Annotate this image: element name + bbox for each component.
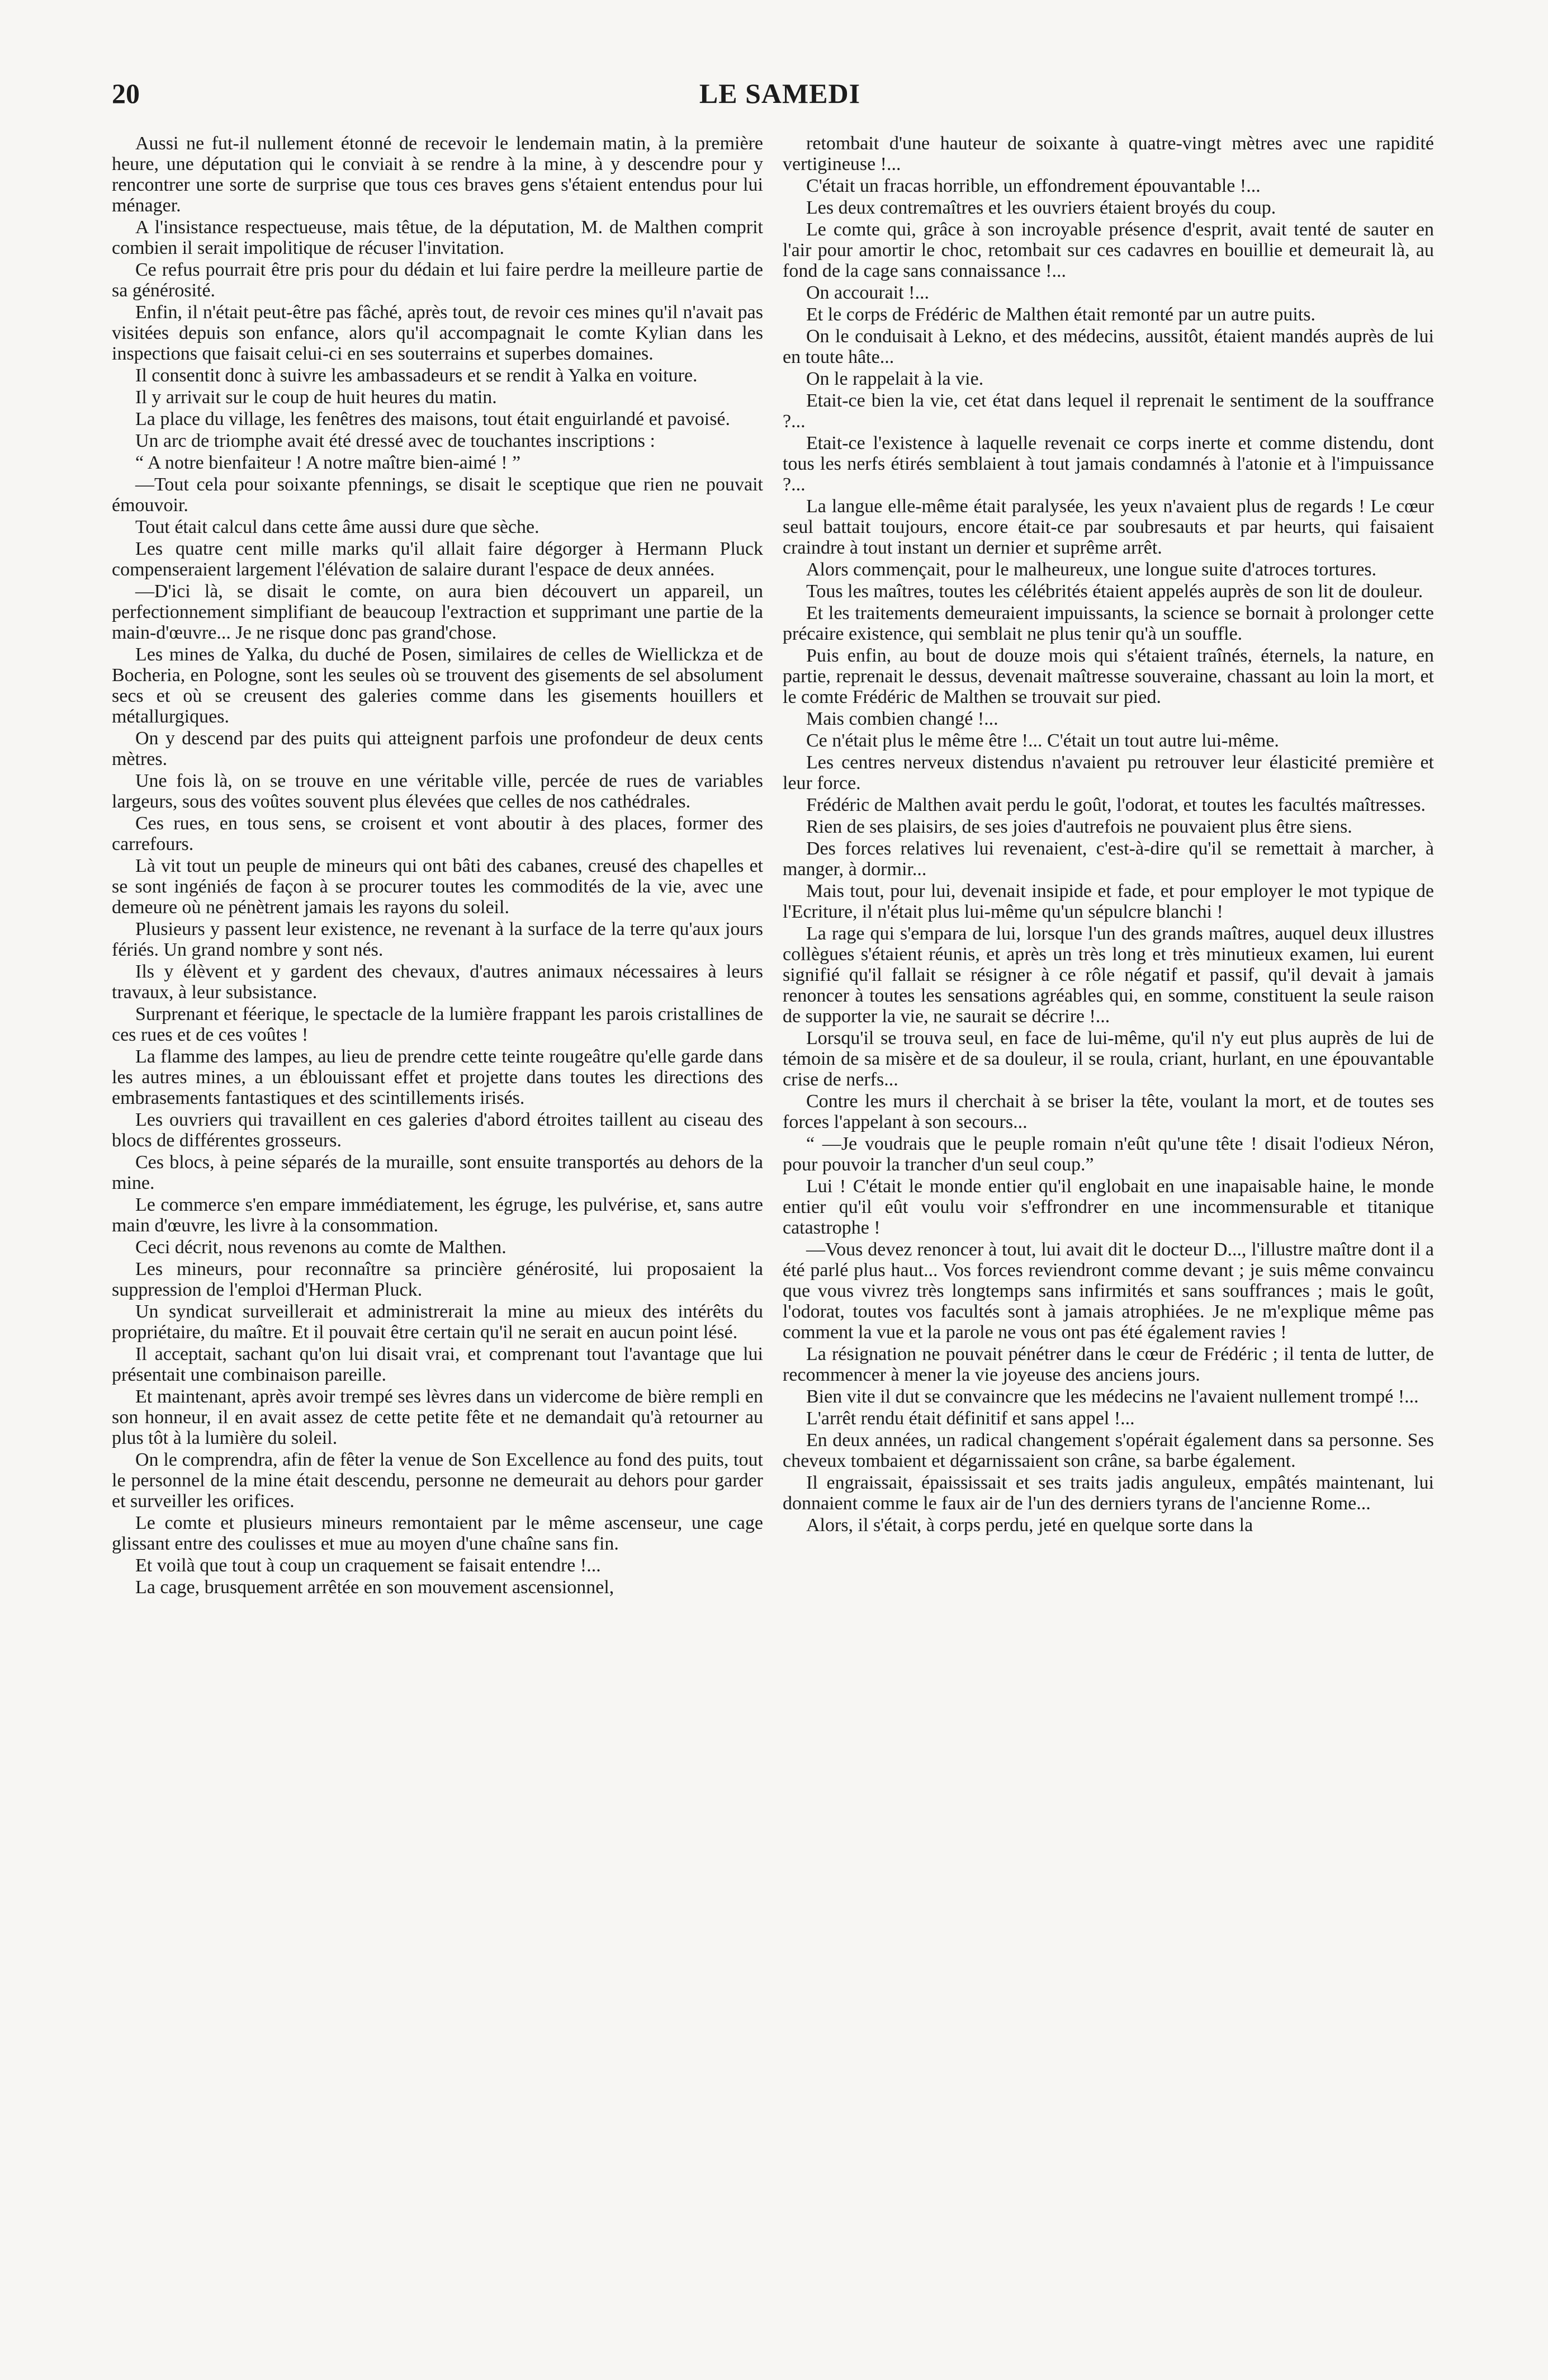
paragraph: On le comprendra, afin de fêter la venue de Son Excellence au fond des puits, tout le personnel de la mine était descendu, personne ne demeurait au dehors pour garder et surveiller les orifices. bbox=[112, 1449, 763, 1512]
paragraph: Surprenant et féerique, le spectacle de la lumière frappant les parois cristallines de ces rues et de ces voûtes ! bbox=[112, 1004, 763, 1045]
paragraph: On le rappelait à la vie. bbox=[806, 369, 984, 389]
paragraph: Ces blocs, à peine séparés de la muraille, sont ensuite transportés au dehors de la mine. bbox=[112, 1152, 763, 1193]
paragraph: A l'insistance respectueuse, mais têtue, de la députation, M. de Malthen comprit combien il serait impolitique de récuser l'invitation. bbox=[112, 217, 763, 258]
paragraph: Alors commençait, pour le malheureux, une longue suite d'atroces tortures. bbox=[806, 559, 1377, 580]
paragraph: Etait-ce bien la vie, cet état dans lequel il reprenait le sentiment de la souffrance ?... bbox=[783, 390, 1434, 432]
paragraph: L'arrêt rendu était définitif et sans appel !... bbox=[806, 1408, 1135, 1429]
paragraph: La rage qui s'empara de lui, lorsque l'un des grands maîtres, auquel deux illustres collègues s'étaient réunis, et après un très long et très minutieux examen, lui eurent signifié qu'il fallait se résigner à ce rôle négatif et passif, qu'il devait à jamais renoncer à toutes les sensations agréables qui, en somme, constituent la seule raison de supporter la vie, ne saurait se décrire !... bbox=[783, 923, 1434, 1027]
paragraph: —Vous devez renoncer à tout, lui avait dit le docteur D..., l'illustre maître dont il a été parlé plus haut... Vos forces reviendront comme devant ; je suis même convaincu que vous vivrez très longtemps sans infirmités et sans souffrances ; mais le goût, l'odorat, toutes vos facultés sont à jamais atrophiées. Je ne m'explique même pas comment la vue et la parole ne vous ont pas été également ravies ! bbox=[783, 1239, 1434, 1343]
paragraph: Lui ! C'était le monde entier qu'il englobait en une inapaisable haine, le monde entier qu'il eût voulu voir s'effrondrer en une incommensurable et titanique catastrophe ! bbox=[783, 1176, 1434, 1238]
paragraph: Ce refus pourrait être pris pour du dédain et lui faire perdre la meilleure partie de sa générosité. bbox=[112, 259, 763, 301]
paragraph: Enfin, il n'était peut-être pas fâché, après tout, de revoir ces mines qu'il n'avait pas visitées depuis son enfance, alors qu'il accompagnait le comte Kylian dans les inspections que faisait celui-ci en ses souterrains et superbes domaines. bbox=[112, 302, 763, 364]
paragraph: “ —Je voudrais que le peuple romain n'eût qu'une tête ! disait l'odieux Néron, pour pouvoir la trancher d'un seul coup.” bbox=[783, 1134, 1434, 1175]
paragraph: C'était un fracas horrible, un effondrement épouvantable !... bbox=[806, 176, 1261, 196]
paragraph: —D'ici là, se disait le comte, on aura bien découvert un appareil, un perfectionnement simplifiant de beaucoup l'extraction et supprimant une partie de la main-d'œuvre... Je ne risque donc pas grand'chose. bbox=[112, 581, 763, 643]
paragraph: Les mines de Yalka, du duché de Posen, similaires de celles de Wiellickza et de Bocheria, en Pologne, sont les seules où se trouvent des gisements de sel absolument secs et où se creusent des galeries comme dans les gisements houillers et métallurgiques. bbox=[112, 644, 763, 727]
paragraph: Et voilà que tout à coup un craquement se faisait entendre !... bbox=[135, 1555, 601, 1576]
paragraph: Mais combien changé !... bbox=[806, 709, 998, 729]
paragraph: Une fois là, on se trouve en une véritable ville, percée de rues de variables largeurs, sous des voûtes souvent plus élevées que celles de nos cathédrales. bbox=[112, 771, 763, 812]
paragraph: “ A notre bienfaiteur ! A notre maître bien-aimé ! ” bbox=[135, 452, 521, 473]
paragraph: La langue elle-même était paralysée, les yeux n'avaient plus de regards ! Le cœur seul battait toujours, encore était-ce par soubresauts et par heurts, qui faisaient craindre à tout instant un dernier et suprême arrêt. bbox=[783, 496, 1434, 558]
paragraph: Un syndicat surveillerait et administrerait la mine au mieux des intérêts du propriétaire, du maître. Et il pouvait être certain qu'il ne serait en aucun point lésé. bbox=[112, 1301, 763, 1343]
left-column bbox=[112, 133, 763, 2292]
paragraph: Les mineurs, pour reconnaître sa princière générosité, lui proposaient la suppression de l'emploi d'Herman Pluck. bbox=[112, 1259, 763, 1300]
paragraph: Il y arrivait sur le coup de huit heures du matin. bbox=[135, 387, 497, 408]
paragraph: Mais tout, pour lui, devenait insipide et fade, et pour employer le mot typique de l'Ecriture, il n'était plus lui-même qu'un sépulcre blanchi ! bbox=[783, 881, 1434, 922]
paragraph: Frédéric de Malthen avait perdu le goût, l'odorat, et toutes les facultés maîtresses. bbox=[806, 795, 1426, 815]
paragraph: Et le corps de Frédéric de Malthen était remonté par un autre puits. bbox=[806, 304, 1316, 325]
paragraph: Aussi ne fut-il nullement étonné de recevoir le lendemain matin, à la première heure, une députation qui le conviait à se rendre à la mine, à y descendre pour y rencontrer une sorte de surprise que tous ces braves gens s'étaient entendus pour lui ménager. bbox=[112, 133, 763, 216]
paragraph: On accourait !... bbox=[806, 282, 929, 303]
paragraph: On le conduisait à Lekno, et des médecins, aussitôt, étaient mandés auprès de lui en toute hâte... bbox=[783, 326, 1434, 367]
paragraph: Contre les murs il cherchait à se briser la tête, voulant la mort, et de toutes ses forces l'appelant à son secours... bbox=[783, 1091, 1434, 1132]
paragraph: La place du village, les fenêtres des maisons, tout était enguirlandé et pavoisé. bbox=[135, 409, 731, 429]
paragraph: Ce n'était plus le même être !... C'était un tout autre lui-même. bbox=[806, 730, 1279, 751]
paragraph: Ces rues, en tous sens, se croisent et vont aboutir à des places, former des carrefours. bbox=[112, 813, 763, 854]
paragraph: On y descend par des puits qui atteignent parfois une profondeur de deux cents mètres. bbox=[112, 728, 763, 769]
paragraph: Rien de ses plaisirs, de ses joies d'autrefois ne pouvaient plus être siens. bbox=[806, 816, 1352, 837]
paragraph: Et les traitements demeuraient impuissants, la science se bornait à prolonger cette précaire existence, qui semblait ne plus tenir qu'à un souffle. bbox=[783, 603, 1434, 644]
paragraph: Un arc de triomphe avait été dressé avec de touchantes inscriptions : bbox=[135, 431, 655, 451]
paragraph: En deux années, un radical changement s'opérait également dans sa personne. Ses cheveux tombaient et dégarnissaient son crâne, sa barbe également. bbox=[783, 1430, 1434, 1471]
right-column bbox=[783, 133, 1434, 2292]
paragraph: La résignation ne pouvait pénétrer dans le cœur de Frédéric ; il tenta de lutter, de recommencer à mener la vie joyeuse des anciens jours. bbox=[783, 1344, 1434, 1385]
paragraph: Là vit tout un peuple de mineurs qui ont bâti des cabanes, creusé des chapelles et se sont ingéniés de façon à se procurer toutes les commodités de la vie, avec une demeure où ne pénètrent jamais les rayons du soleil. bbox=[112, 856, 763, 918]
paragraph: Ceci décrit, nous revenons au comte de Malthen. bbox=[135, 1237, 506, 1258]
paragraph: Les deux contremaîtres et les ouvriers étaient broyés du coup. bbox=[806, 197, 1276, 218]
page-header bbox=[112, 77, 1448, 122]
page-number: 20 bbox=[112, 78, 140, 109]
paragraph: La cage, brusquement arrêtée en son mouvement ascensionnel, bbox=[135, 1577, 614, 1598]
running-title: LE SAMEDI bbox=[699, 78, 861, 109]
paragraph: Les ouvriers qui travaillent en ces galeries d'abord étroites taillent au ciseau des blocs de différentes grosseurs. bbox=[112, 1109, 763, 1151]
paragraph: Le commerce s'en empare immédiatement, les égruge, les pulvérise, et, sans autre main d'œuvre, les livre à la consommation. bbox=[112, 1194, 763, 1236]
paragraph: Des forces relatives lui revenaient, c'est-à-dire qu'il se remettait à marcher, à manger, à dormir... bbox=[783, 838, 1434, 880]
paragraph: Alors, il s'était, à corps perdu, jeté en quelque sorte dans la bbox=[806, 1515, 1253, 1536]
paragraph: Il engraissait, épaississait et ses traits jadis anguleux, empâtés maintenant, lui donnaient comme le faux air de l'un des derniers tyrans de l'ancienne Rome... bbox=[783, 1472, 1434, 1514]
paragraph: Etait-ce l'existence à laquelle revenait ce corps inerte et comme distendu, dont tous les nerfs étirés semblaient à tout jamais condamnés à l'atonie et à l'impuissance ?... bbox=[783, 433, 1434, 495]
paragraph: Il consentit donc à suivre les ambassadeurs et se rendit à Yalka en voiture. bbox=[135, 365, 698, 386]
paragraph: Le comte qui, grâce à son incroyable présence d'esprit, avait tenté de sauter en l'air pour amortir le choc, retombait sur ces cadavres en bouillie et demeurait là, au fond de la cage sans connaissance !... bbox=[783, 219, 1434, 281]
paragraph: La flamme des lampes, au lieu de prendre cette teinte rougeâtre qu'elle garde dans les autres mines, a un éblouissant effet et projette dans toutes les directions des embrasements fantastiques et des scintillements irisés. bbox=[112, 1046, 763, 1108]
paragraph: Le comte et plusieurs mineurs remontaient par le même ascenseur, une cage glissant entre des coulisses et mue au moyen d'une chaîne sans fin. bbox=[112, 1513, 763, 1554]
paragraph: Plusieurs y passent leur existence, ne revenant à la surface de la terre qu'aux jours fériés. Un grand nombre y sont nés. bbox=[112, 919, 763, 960]
paragraph: Tout était calcul dans cette âme aussi dure que sèche. bbox=[135, 517, 539, 537]
paragraph: retombait d'une hauteur de soixante à quatre-vingt mètres avec une rapidité vertigineuse !... bbox=[783, 133, 1434, 174]
paragraph: Et maintenant, après avoir trempé ses lèvres dans un vidercome de bière rempli en son honneur, il en avait assez de cette petite fête et ne demandait qu'à retourner au plus tôt à la lumière du soleil. bbox=[112, 1386, 763, 1448]
paragraph: Tous les maîtres, toutes les célébrités étaient appelés auprès de son lit de douleur. bbox=[806, 581, 1423, 602]
paragraph: Ils y élèvent et y gardent des chevaux, d'autres animaux nécessaires à leurs travaux, à leur subsistance. bbox=[112, 961, 763, 1003]
paragraph: —Tout cela pour soixante pfennings, se disait le sceptique que rien ne pouvait émouvoir. bbox=[112, 474, 763, 516]
paragraph: Bien vite il dut se convaincre que les médecins ne l'avaient nullement trompé !... bbox=[806, 1386, 1419, 1407]
paragraph: Il acceptait, sachant qu'on lui disait vrai, et comprenant tout l'avantage que lui présentait une combinaison pareille. bbox=[112, 1344, 763, 1385]
paragraph: Les centres nerveux distendus n'avaient pu retrouver leur élasticité première et leur force. bbox=[783, 752, 1434, 794]
paragraph: Puis enfin, au bout de douze mois qui s'étaient traînés, éternels, la nature, en partie, reprenait le dessus, devenait maîtresse souveraine, chassant au loin la mort, et le comte Frédéric de Malthen se trouvait sur pied. bbox=[783, 645, 1434, 707]
paragraph: Les quatre cent mille marks qu'il allait faire dégorger à Hermann Pluck compenseraient largement l'élévation de salaire durant l'espace de deux années. bbox=[112, 539, 763, 580]
paragraph: Lorsqu'il se trouva seul, en face de lui-même, qu'il n'y eut plus auprès de lui de témoin de sa misère et de sa douleur, il se roula, criant, hurlant, en une épouvantable crise de nerfs... bbox=[783, 1028, 1434, 1090]
